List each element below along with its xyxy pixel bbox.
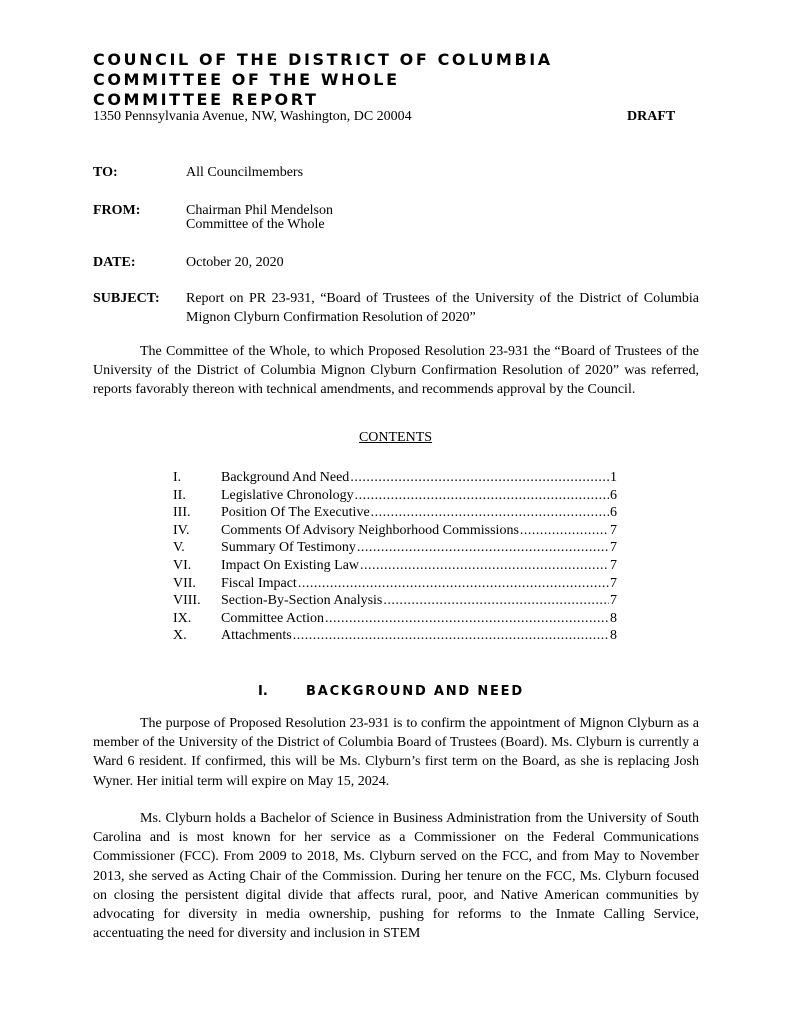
- committee-heading: COMMITTEE OF THE WHOLE: [93, 70, 400, 89]
- contents-title: CONTENTS: [358, 430, 433, 445]
- toc-leader: [371, 505, 609, 521]
- toc-leader: [355, 488, 609, 504]
- toc-title: Background And Need: [221, 470, 350, 485]
- toc-number: VIII.: [173, 593, 201, 609]
- toc-page: 6: [610, 487, 617, 503]
- draft-label: DRAFT: [627, 109, 676, 124]
- toc-entry[interactable]: [173, 523, 617, 541]
- toc-title: Impact On Existing Law: [221, 557, 360, 573]
- table-of-contents: [173, 470, 617, 646]
- toc-leader: [350, 470, 609, 486]
- toc-page: 8: [610, 628, 617, 644]
- date-value: October 20, 2020: [186, 255, 284, 270]
- section-heading: BACKGROUND AND NEED: [306, 684, 524, 699]
- from-line-1: Chairman Phil Mendelson: [186, 203, 333, 218]
- section-number: I.: [258, 684, 268, 699]
- to-value: All Councilmembers: [186, 165, 304, 180]
- toc-title: Legislative Chronology: [221, 487, 354, 503]
- toc-number: II.: [173, 487, 186, 503]
- toc-title: Section-By-Section Analysis: [221, 593, 383, 609]
- from-label: FROM:: [93, 203, 141, 218]
- toc-entry[interactable]: [173, 470, 617, 488]
- toc-number: IV.: [173, 522, 190, 538]
- toc-leader: [325, 611, 609, 627]
- toc-page: 7: [610, 593, 617, 609]
- toc-title: Position Of The Executive: [221, 505, 370, 521]
- toc-page: 8: [610, 610, 617, 626]
- date-label: DATE:: [93, 255, 136, 270]
- report-heading: COMMITTEE REPORT: [93, 90, 319, 109]
- toc-page: 7: [610, 540, 617, 556]
- toc-number: V.: [173, 540, 185, 556]
- toc-number: VII.: [173, 575, 196, 591]
- toc-title: Summary Of Testimony: [221, 540, 356, 556]
- toc-entry[interactable]: [173, 558, 617, 576]
- toc-leader: [383, 593, 609, 609]
- toc-entry[interactable]: [173, 540, 617, 558]
- toc-page: 7: [610, 522, 617, 538]
- toc-page: 7: [610, 575, 617, 591]
- toc-title: Attachments: [221, 628, 292, 644]
- toc-leader: [360, 558, 609, 574]
- to-label: TO:: [93, 165, 118, 180]
- toc-entry[interactable]: [173, 628, 617, 646]
- toc-leader: [293, 628, 609, 644]
- subject-value: Report on PR 23-931, “Board of Trustees of the University of the District of Columbia Mignon Clyburn Confirmation Resolution of 2020”: [186, 291, 699, 325]
- toc-entry[interactable]: [173, 593, 617, 611]
- toc-leader: [520, 523, 609, 539]
- toc-entry[interactable]: [173, 576, 617, 594]
- subject-label: SUBJECT:: [93, 291, 160, 306]
- address-line: 1350 Pennsylvania Avenue, NW, Washington, DC 20004: [93, 109, 412, 124]
- background-paragraph-1: The purpose of Proposed Resolution 23-931 is to confirm the appointment of Mignon Clyburn as a member of the University of the District of Columbia Board of Trustees (Board). Ms. Clyburn is currently a Ward 6 resident. If confirmed, this will be Ms. Clyburn’s first term on the Board, as she is replacing Josh Wyner. Her initial term will expire on May 15, 2024.: [93, 716, 699, 789]
- toc-title: Comments Of Advisory Neighborhood Commissions: [221, 522, 519, 538]
- toc-entry[interactable]: [173, 488, 617, 506]
- toc-entry[interactable]: [173, 505, 617, 523]
- toc-title: Fiscal Impact: [221, 575, 297, 591]
- background-paragraph-2: Ms. Clyburn holds a Bachelor of Science in Business Administration from the University of South Carolina and is most known for her service as a Commissioner on the Federal Communications Commissioner (FCC). From 2009 to 2018, Ms. Clyburn served on the FCC, and from May to November 2013, she served as Acting Chair of the Commission. During her tenure on the FCC, Ms. Clyburn focused on closing the persistent digital divide that affects rural, poor, and Native American communities by advocating for diversity in media ownership, pushing for reforms to the Inmate Calling Service, accentuating the need for diversity and inclusion in STEM: [93, 811, 699, 942]
- toc-number: VI.: [173, 557, 192, 573]
- toc-page: 1: [610, 470, 617, 485]
- toc-page: 7: [610, 557, 617, 573]
- toc-number: I.: [173, 470, 182, 485]
- toc-leader: [298, 576, 609, 592]
- council-heading: COUNCIL OF THE DISTRICT OF COLUMBIA: [93, 50, 553, 69]
- toc-page: 6: [610, 505, 617, 521]
- toc-number: III.: [173, 505, 191, 521]
- toc-leader: [357, 540, 609, 556]
- toc-title: Committee Action: [221, 610, 325, 626]
- intro-paragraph: The Committee of the Whole, to which Proposed Resolution 23-931 the “Board of Trustees of the University of the District of Columbia Mignon Clyburn Confirmation Resolution of 2020” was referred, reports favorably thereon with technical amendments, and recommends approval by the Council.: [93, 344, 699, 398]
- toc-number: X.: [173, 628, 187, 644]
- toc-entry[interactable]: [173, 611, 617, 629]
- from-line-2: Committee of the Whole: [186, 217, 325, 232]
- toc-number: IX.: [173, 610, 192, 626]
